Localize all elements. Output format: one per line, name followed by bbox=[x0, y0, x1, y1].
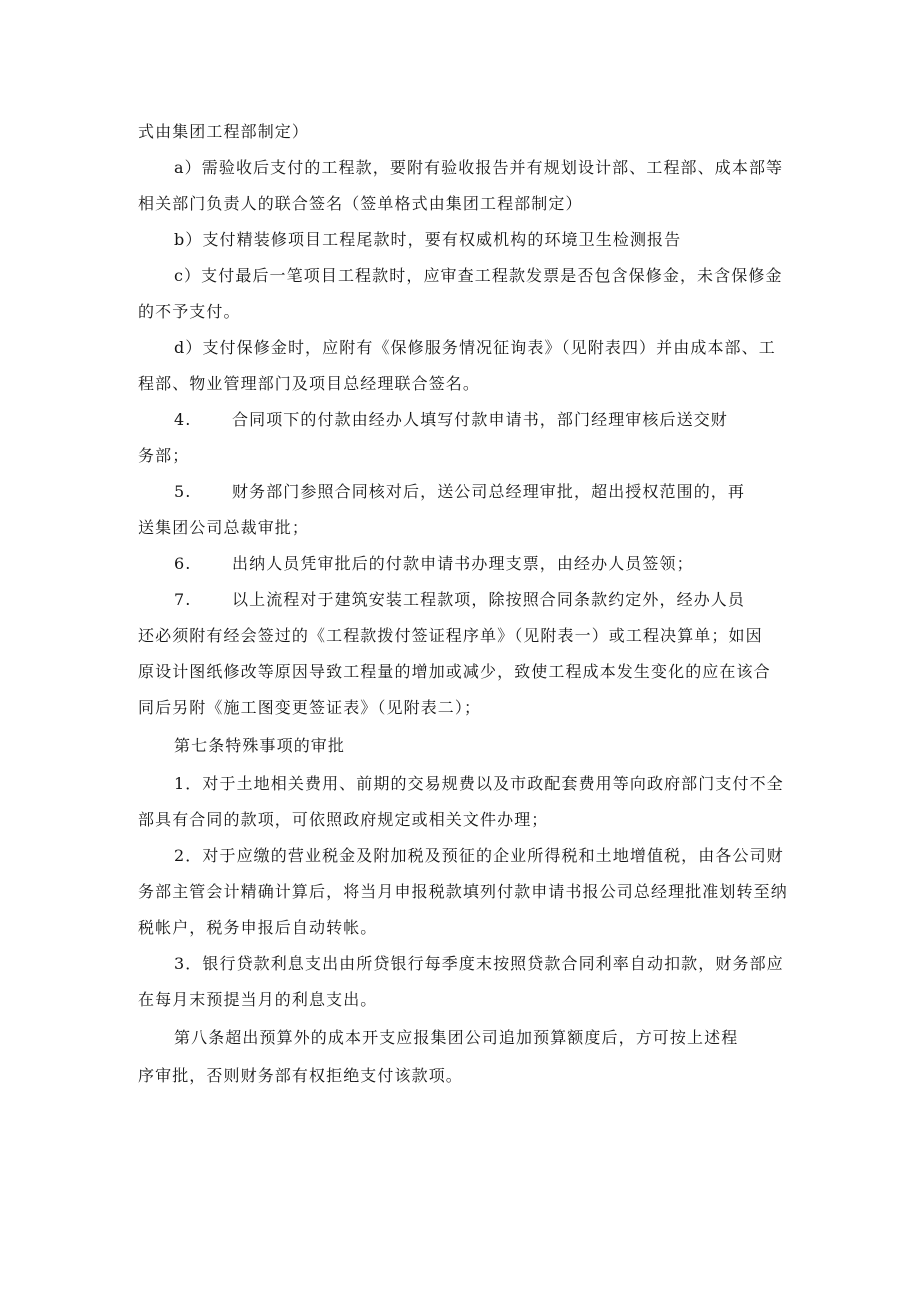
paragraph-line: c）支付最后一笔项目工程款时，应审查工程款发票是否包含保修金，未含保修金 bbox=[174, 266, 783, 285]
paragraph-line: 部具有合同的款项，可依照政府规定或相关文件办理； bbox=[138, 810, 549, 829]
paragraph-line: 式由集团工程部制定） bbox=[138, 122, 310, 141]
list-item-continuation: 原设计图纸修改等原因导致工程量的增加或减少，致使工程成本发生变化的应在该合 bbox=[138, 662, 771, 681]
paragraph-line: 1．对于土地相关费用、前期的交易规费以及市政配套费用等向政府部门支付不全 bbox=[174, 774, 784, 793]
article-title: 第七条特殊事项的审批 bbox=[174, 736, 346, 755]
paragraph-line: d）支付保修金时，应附有《保修服务情况征询表》（见附表四）并由成本部、工 bbox=[174, 338, 776, 357]
paragraph-line: 税帐户，税务申报后自动转帐。 bbox=[138, 918, 378, 937]
paragraph-line: 2．对于应缴的营业税金及附加税及预征的企业所得税和土地增值税，由各公司财 bbox=[174, 846, 784, 865]
list-item-text: 以上流程对于建筑安装工程款项，除按照合同条款约定外，经办人员 bbox=[232, 590, 746, 609]
list-item-continuation: 送集团公司总裁审批； bbox=[138, 518, 310, 537]
list-item-text: 财务部门参照合同核对后，送公司总经理审批，超出授权范围的，再 bbox=[232, 482, 746, 501]
list-item-text: 合同项下的付款由经办人填写付款申请书，部门经理审核后送交财 bbox=[232, 410, 728, 429]
paragraph-line: 在每月末预提当月的利息支出。 bbox=[138, 990, 378, 1009]
paragraph-line: 序审批，否则财务部有权拒绝支付该款项。 bbox=[138, 1066, 463, 1085]
list-item-continuation: 还必须附有经会签过的《工程款拨付签证程序单》（见附表一）或工程决算单；如因 bbox=[138, 626, 763, 645]
paragraph-line: 程部、物业管理部门及项目总经理联合签名。 bbox=[138, 374, 481, 393]
list-item-continuation: 同后另附《施工图变更签证表》（见附表二）； bbox=[138, 698, 482, 717]
paragraph-line: 务部主管会计精确计算后，将当月申报税款填列付款申请书报公司总经理批准划转至纳 bbox=[138, 882, 788, 901]
list-item-text: 出纳人员凭审批后的付款申请书办理支票，由经办人员签领； bbox=[232, 554, 694, 573]
list-item-continuation: 务部； bbox=[138, 446, 190, 465]
list-item-number: 6. bbox=[174, 554, 192, 573]
list-item-number: 7. bbox=[174, 590, 192, 609]
list-item-number: 5. bbox=[174, 482, 192, 501]
paragraph-line: 第八条超出预算外的成本开支应报集团公司追加预算额度后，方可按上述程 bbox=[174, 1028, 739, 1047]
paragraph-line: 相关部门负责人的联合签名（签单格式由集团工程部制定） bbox=[138, 194, 583, 213]
paragraph-line: a）需验收后支付的工程款，要附有验收报告并有规划设计部、工程部、成本部等 bbox=[174, 158, 784, 177]
paragraph-line: 3．银行贷款利息支出由所贷银行每季度末按照贷款合同利率自动扣款，财务部应 bbox=[174, 954, 784, 973]
list-item-number: 4. bbox=[174, 410, 192, 429]
paragraph-line: 的不予支付。 bbox=[138, 302, 241, 321]
paragraph-line: b）支付精装修项目工程尾款时，要有权威机构的环境卫生检测报告 bbox=[174, 230, 682, 249]
